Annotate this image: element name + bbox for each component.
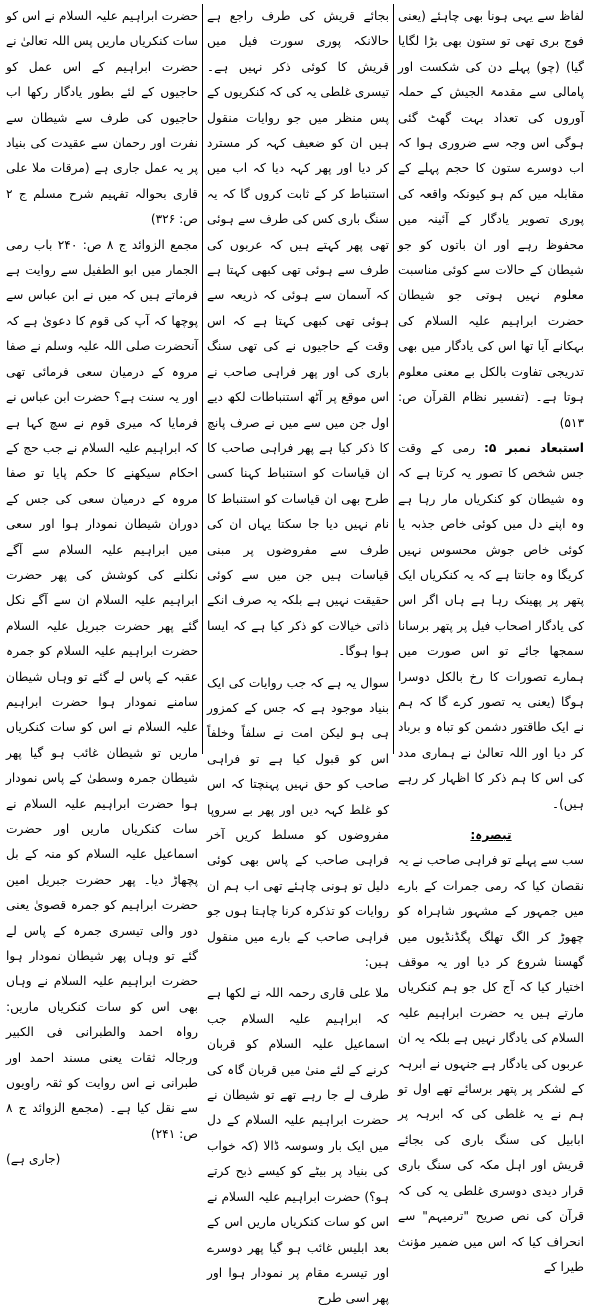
middle-para-1: بجائے قریش کی طرف راجع ہے حالانکہ پوری سورت فیل میں قریش کا کوئی ذکر نہیں ہے۔ تیسری غلطی یہ کی کہ کنکریوں کے پس منظر میں جو روایات منقول ہیں ان کو ضعیف کہہ کر مسترد کر دیا اور پھر کہہ دیا کہ اب میں استنباط کر کے ثابت کروں گا کہ یہ سنگ باری کس کی طرف سے ہوئی تھی پھر کہتے ہیں کہ عربوں کی طرف سے ہوئی تھی کبھی کہتا ہے کہ آسمان سے ہوئی کہ ذریعہ سے ہوئی تھی کبھی کہتا ہے کہ اس وقت کے حاجیوں نے کی تھی سنگ باری کی اور پھر فراہی صاحب نے اس موقع پر آٹھ استنباطات لکھ دیے اول جن میں سے میں نے صرف پانچ کا ذکر کیا ہے پھر فراہی صاحب کا ان قیاسات کو استنباط کہنا کسی طرح بھی ان قیاسات کو استنباط کا نام نہیں دیا جا سکتا یہاں ان کی طرف سے مفروضوں پر مبنی قیاسات ہیں جن میں سے کوئی حقیقت نہیں ہے بلکہ یہ صرف انکے ذاتی خیالات کو ذکر کیا ہے کہ ایسا ہوا ہوگا۔: [207, 9, 389, 659]
middle-column: [207, 4, 389, 1306]
middle-para-2: سوال یہ ہے کہ جب روایات کی ایک بنیاد موجود ہے کہ جس کے کمزور ہی ہو لیکن امت نے سلفاً وخلفاً اس کو قبول کیا ہے تو فراہی صاحب کو حق نہیں پہنچتا کہ اس کو غلط کہہ دیں اور پھر بے سروپا مفروضوں کو مسلط کریں آخر فراہی صاحب کے پاس بھی کوئی دلیل تو ہونی چاہئے تھی اب ہم ان روایات کو تذکرہ کرنا چاہتا ہوں جو فراہی صاحب کے بارے میں منقول ہیں:: [207, 675, 389, 970]
right-para-3: سب سے پہلے تو فراہی صاحب نے یہ نقصان کیا کہ رمی جمرات کے بارے میں جمہور کے مشہور شاہراہ کو چھوڑ کر الگ تھلگ پگڈنڈیوں میں گھسنا شروع کر دیا اور یہ موقف اختیار کیا کہ آج کل جو ہم کنکریاں مارتے ہیں یہ حضرت ابراہیم علیہ السلام کی یادگار نہیں ہے بلکہ یہ ان عربوں کی یادگار ہے جنہوں نے ابرہہ کے لشکر پر پتھر برسائے تھے اول تو ہم نے یہ غلطی کی کہ ابرہہ پر ابابیل کی سنگ باری کی بجائے قریش اور اہل مکہ کی سنگ باری قرار دیدی دوسری غلطی یہ کی کہ قرآن کی نص صریح "ترمیہم" سے انحراف کیا کہ اس میں ضمیر مؤنث طیرا کے: [398, 853, 584, 1274]
left-para-1: حضرت ابراہیم علیہ السلام نے اس کو سات کنکریاں ماریں پس اللہ تعالیٰ نے حضرت ابراہیم کے اس عمل کو حاجیوں کے لئے بطور یادگار رکھا اب حاجیوں کی طرف سے شیطان سے نفرت اور رحمان سے عقیدت کی بنیاد پر یہ عمل جاری ہے (مرقات ملا علی قاری بحوالہ تفہیم شرح مسلم ج ۲ ص: ۳۲۶): [6, 9, 198, 227]
continued-note: (جاری ہے): [6, 1152, 61, 1167]
right-column: [398, 4, 584, 1274]
column-divider: [202, 4, 203, 754]
column-divider: [393, 4, 394, 754]
istibad-text: رمی کے وقت جس شخص کا تصور یہ کرتا ہے کہ وہ شیطان کو کنکریاں مار رہا ہے وہ اپنے دل میں کوئی خاص جذبہ یا کوئی خاص جوش محسوس نہیں کریگا وہ جانتا ہے کہ یہ کنکریاں ایک پتھر پر پھینک رہا ہے ہاں اگر اس کی یادگار اصحاب فیل پر پتھر برسانا سمجھا جائے تو اس صورت میں ہمارے تصورات کا رخ بالکل دوسرا ہوگا (یعنی یہ تصور کرے گا کہ ہم نے ایک طاقتور دشمن کو تباہ و برباد کر دیا اور اللہ تعالیٰ نے ہماری مدد کی اس کا ہم ذکر کا اظہار کر رہے ہیں)۔: [398, 440, 584, 811]
right-para-2: [398, 436, 584, 817]
istibad-label: استبعاد نمبر ۵:: [483, 440, 584, 455]
right-para-1: لفاظ سے یہی ہونا بھی چاہئے (یعنی فوج بری تھی تو ستون بھی بڑا لگایا گیا) (چو) پہلے دن کی شکست اور پامالی سے مقدمۃ الجیش کے حملہ آوروں کی تعداد بہت گھٹ گئی ہوگی اس وجہ سے ضروری ہوا کہ اب دوسرے ستون کا حجم پہلے کے مقابلہ میں کم ہو کیونکہ واقعہ کی پوری تصویر یادگار کے آئینہ میں محفوظ رہے اور ان باتوں کو جو شیطان کے حالات سے کوئی مناسبت معلوم نہیں ہوتی جو شیطان حضرت ابراہیم علیہ السلام کی بہکانے آیا تھا اس کی یادگار میں بھی تدریجی تفاوت بالکل بے معنی معلوم ہوتا ہے۔ (تفسیر نظام القرآن ص: ۵۱۳): [398, 9, 584, 430]
middle-para-3: ملا علی قاری رحمہ اللہ نے لکھا ہے کہ ابراہیم علیہ السلام جب اسماعیل علیہ السلام کو قربان کرنے کے لئے منیٰ میں قربان گاہ کی طرف لے جا رہے تھے تو شیطان نے حضرت ابراہیم علیہ السلام کے دل میں ایک بار وسوسہ ڈالا (کہ خواب کی بنیاد پر بیٹے کو کیسے ذبح کرتے ہو؟) حضرت ابراہیم علیہ السلام نے اس کو سات کنکریاں ماریں اس کے بعد ابلیس غائب ہو گیا پھر دوسرے اور تیسرے مقام پر نمودار ہوا اور پھر اسی طرح: [207, 986, 389, 1306]
commentary-heading: تبصرہ:: [470, 828, 512, 842]
left-column: [6, 4, 198, 1167]
left-para-2: مجمع الزوائد ج ۸ ص: ۲۴۰ باب رمی الجمار میں ابو الطفیل سے روایت ہے فرماتے ہیں کہ میں نے ابن عباس سے پوچھا کہ آپ کی قوم کا دعویٰ ہے کہ آنحضرت صلی اللہ علیہ وسلم نے صفا مروہ کے درمیان سعی فرمائی تھی اور یہ سنت ہے؟ حضرت ابن عباس نے فرمایا کہ میری قوم نے سچ کہا ہے کہ ابراہیم علیہ السلام نے جب حج کے احکام سیکھنے کا حکم پایا تو صفا مروہ کے درمیان سعی کی جس کے دوران شیطان نمودار ہوا اور سعی میں ابراہیم علیہ السلام سے آگے نکلنے کی کوشش کی پھر حضرت ابراہیم علیہ السلام ان سے آگے نکل گئے پھر حضرت جبریل علیہ السلام حضرت ابراہیم علیہ السلام کو جمرہ عقبہ کے پاس لے گئے تو وہاں شیطان سامنے نمودار ہوا حضرت ابراہیم علیہ السلام نے اس کو سات کنکریاں ماریں تو شیطان غائب ہو گیا پھر شیطان جمرہ وسطیٰ کے پاس نمودار ہوا حضرت ابراہیم علیہ السلام نے سات کنکریاں ماریں اور حضرت اسماعیل علیہ السلام کو منہ کے بل پچھاڑ دیا۔ پھر حضرت جبریل امین حضرت ابراہیم کو جمرہ قصویٰ یعنی دور والی تیسری جمرہ کے پاس لے گئے تو وہاں پھر شیطان نمودار ہوا حضرت ابراہیم علیہ السلام نے وہاں بھی اس کو سات کنکریاں ماریں: رواہ احمد والطبرانی فی الکبیر ورجالہ ثقات یعنی مسند احمد اور طبرانی نے اس روایت کو ثقہ راویوں سے نقل کیا ہے۔ (مجمع الزوائد ج ۸ ص: ۲۴۱): [6, 237, 198, 1141]
